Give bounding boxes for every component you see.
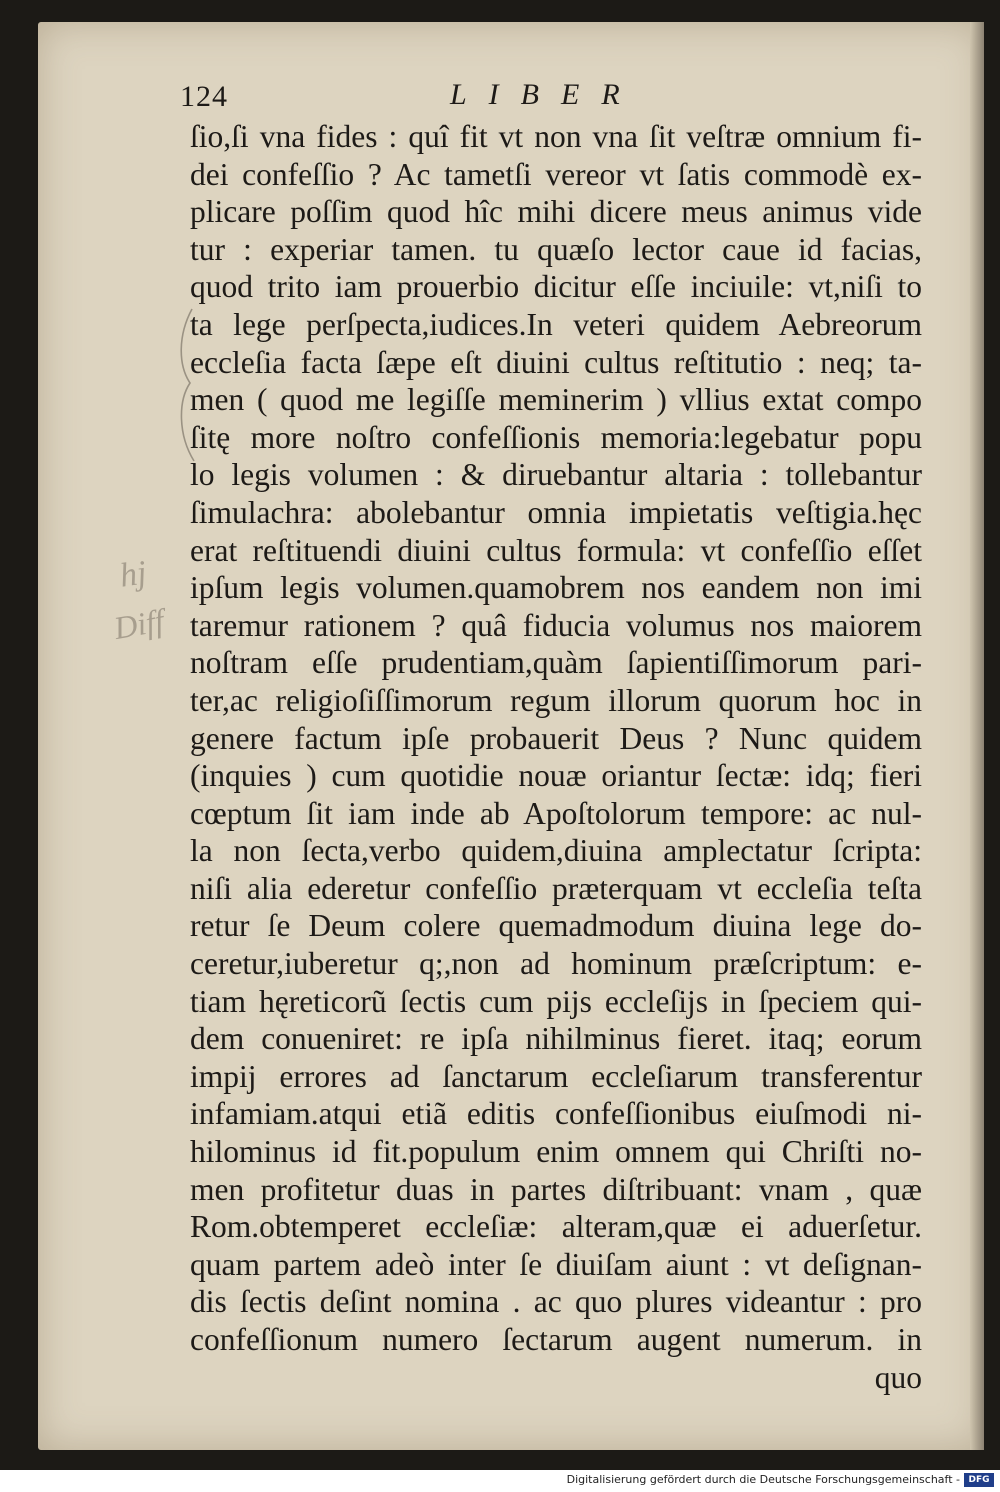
margin-note-word: hj (117, 554, 149, 595)
text-line: hilominus id fit.populum enim omnem qui Chriſti no- (190, 1134, 922, 1170)
text-line: niſi alia ederetur confeſſio præterquam vt eccleſia teſta (190, 870, 922, 906)
handwritten-margin-note (111, 554, 184, 666)
text-line: lo legis volumen : & diruebantur altaria : tollebantur (190, 457, 922, 493)
text-line: plicare poſſim quod hîc mihi dicere meus animus vide (190, 194, 922, 230)
catchword: quo (874, 1359, 922, 1395)
text-line: dei confeſſio ? Ac tametſi vereor vt ſatis commodè ex- (190, 156, 922, 192)
text-line: (inquies ) cum quotidie nouæ oriantur ſectæ: idq; fieri (190, 758, 922, 794)
text-line: taremur rationem ? quâ fiducia volumus nos maiorem (190, 607, 922, 643)
footer-strip (0, 1470, 1000, 1492)
text-line: retur ſe Deum colere quemadmodum diuina lege do- (190, 908, 922, 944)
text-line: quam partem adeò inter ſe diuiſam aiunt : vt deſignan- (190, 1246, 922, 1282)
text-line: ta lege perſpecta,iudices.In veteri quidem Aebreorum (190, 306, 922, 342)
running-head (180, 78, 940, 118)
text-line: tiam hęreticorũ ſectis cum pijs eccleſijs in ſpeciem qui- (190, 983, 922, 1019)
text-line: la non ſecta,verbo quidem,diuina amplectatur ſcripta: (190, 833, 922, 869)
margin-note-word: Diff (111, 601, 167, 647)
text-line: ceretur,iuberetur q;,non ad hominum præſcriptum: e- (190, 946, 922, 982)
text-line: ter,ac religioſiſſimorum regum illorum quorum hoc in (190, 682, 922, 718)
text-line: ſimulachra: abolebantur omnia impietatis veſtigia.hęc (190, 494, 922, 530)
text-line: genere factum ipſe probauerit Deus ? Nunc quidem (190, 720, 922, 756)
text-line: confeſſionum numero ſectarum augent numerum. in (190, 1322, 922, 1357)
page-number: 124 (180, 80, 228, 113)
body-text (190, 118, 922, 1396)
text-line: men profitetur duas in partes diſtribuant: vnam , quæ (190, 1171, 922, 1207)
text-line: quod trito iam prouerbio dicitur eſſe inciuile: vt,niſi to (190, 269, 922, 305)
text-line: ſio,ſi vna fides : quî fit vt non vna ſit veſtræ omnium fi- (190, 119, 922, 154)
text-line: tur : experiar tamen. tu quæſo lector caue id facias, (190, 231, 922, 267)
text-line: men ( quod me legiſſe meminerim ) vllius extat compo (190, 382, 922, 418)
funding-credit: Digitalisierung gefördert durch die Deutsche Forschungsgemeinschaft - (566, 1473, 960, 1486)
text-line: impij errores ad ſanctarum eccleſiarum transferentur (190, 1058, 922, 1094)
running-title: LIBER (450, 78, 642, 111)
text-line: Rom.obtemperet eccleſiæ: alteram,quæ ei aduerſetur. (190, 1209, 922, 1245)
text-line: ipſum legis volumen.quamobrem nos eandem non imi (190, 570, 922, 606)
dfg-logo: DFG (964, 1473, 994, 1487)
text-line: noſtram eſſe prudentiam,quàm ſapientiſſimorum pari- (190, 645, 922, 681)
text-line: eccleſia facta ſæpe eſt diuini cultus reſtitutio : neq; ta- (190, 344, 922, 380)
text-line: erat reſtituendi diuini cultus formula: vt confeſſio eſſet (190, 532, 922, 568)
text-line: ſitę more noſtro confeſſionis memoria:legebatur popu (190, 419, 922, 455)
page-edge-shadow (970, 22, 984, 1450)
text-line: cœptum ſit iam inde ab Apoſtolorum tempore: ac nul- (190, 795, 922, 831)
text-line: dem conueniret: re ipſa nihilminus fieret. itaq; eorum (190, 1021, 922, 1057)
text-line: infamiam.atqui etiã editis confeſſionibus eiuſmodi ni- (190, 1096, 922, 1132)
text-line: dis ſectis deſint nomina . ac quo plures videantur : pro (190, 1284, 922, 1320)
